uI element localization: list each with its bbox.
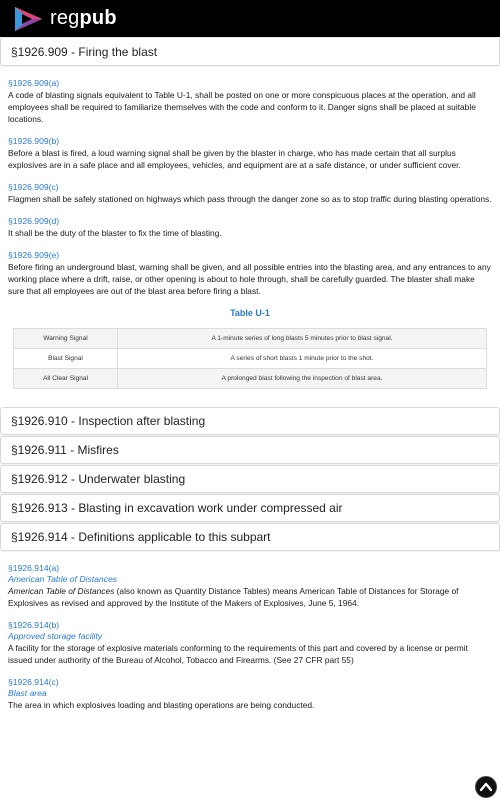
definition-term: American Table of Distances <box>8 574 118 584</box>
paragraph-text: Before firing an underground blast, warning shall be given, and all possible entries into the blasting area, and any entrances to any working place where a drift, raise, or other opening is about to hole through, shall be carefully guarded. The blaster shall make sure that all employees are out of the blast area before firing a blast. <box>8 262 491 296</box>
paragraph-id-link[interactable]: §1926.914(b) <box>8 620 60 630</box>
section-header-1926-914[interactable] <box>0 523 500 551</box>
table-cell-signal: Blast Signal <box>14 349 118 369</box>
section-title: §1926.909 - Firing the blast <box>11 44 158 59</box>
section-header-1926-910[interactable] <box>0 407 500 435</box>
paragraph <box>8 78 492 125</box>
table-cell-description: A 1-minute series of long blasts 5 minutes prior to blast signal. <box>118 329 487 349</box>
logo-text-light: reg <box>50 7 80 29</box>
regpub-logo-icon <box>12 5 46 33</box>
logo-text-bold: pub <box>79 7 117 29</box>
table-cell-description: A prolonged blast following the inspection of blast area. <box>118 369 487 389</box>
paragraph-id-link[interactable]: §1926.909(d) <box>8 216 60 226</box>
chevron-up-icon <box>479 780 493 794</box>
table-row <box>14 369 487 389</box>
paragraph-text: It shall be the duty of the blaster to fix the time of blasting. <box>8 228 222 238</box>
section-title: §1926.911 - Misfires <box>11 443 119 457</box>
table-title: Table U-1 <box>230 308 270 318</box>
section-title: §1926.913 - Blasting in excavation work under compressed air <box>11 501 343 515</box>
table-row <box>14 329 487 349</box>
paragraph <box>8 182 492 205</box>
scroll-to-top-button[interactable] <box>475 776 497 798</box>
app-logo-text <box>50 7 117 30</box>
definition-body: (also known as Quantity Distance Tables) means American Table of Distances for Storage of Explosives as revised and approved by the Institute of the Makers of Explosives, June 5, 1964. <box>8 586 459 608</box>
definition <box>8 563 492 609</box>
signal-table <box>13 328 487 389</box>
definition <box>8 620 492 666</box>
section-body-1926-909 <box>0 66 500 395</box>
definition-text: A facility for the storage of explosive materials conforming to the requirements of this part and covered by a license or permit issued under authority of the Bureau of Alcohol, Tobacco and Firearms. (See 27 CFR part 55) <box>8 643 468 665</box>
section-header-1926-913[interactable] <box>0 494 500 522</box>
paragraph-text: A code of blasting signals equivalent to Table U-1, shall be posted on one or more conspicuous places at the operation, and all employees shall be required to familiarize themselves with the code and conform to it. Danger signs shall be placed at suitable locations. <box>8 90 476 124</box>
paragraph <box>8 250 492 297</box>
top-app-bar <box>0 0 500 37</box>
definition-text <box>8 585 492 609</box>
paragraph <box>8 216 492 239</box>
paragraph-id-link[interactable]: §1926.914(a) <box>8 563 60 573</box>
section-title: §1926.912 - Underwater blasting <box>11 472 186 486</box>
paragraph <box>8 136 492 171</box>
paragraph-id-link[interactable]: §1926.909(a) <box>8 78 60 88</box>
paragraph-id-link[interactable]: §1926.909(b) <box>8 136 60 146</box>
paragraph-id-link[interactable]: §1926.909(e) <box>8 250 60 260</box>
definition-inline-term: American Table of Distances <box>8 586 115 596</box>
section-body-1926-914 <box>0 551 500 711</box>
paragraph-id-link[interactable]: §1926.909(c) <box>8 182 59 192</box>
table-cell-signal: All Clear Signal <box>14 369 118 389</box>
definition-text: The area in which explosives loading and blasting operations are being conducted. <box>8 700 315 710</box>
paragraph-text: Flagmen shall be safely stationed on highways which pass through the danger zone so as to stop traffic during blasting operations. <box>8 194 492 204</box>
section-title: §1926.914 - Definitions applicable to this subpart <box>11 530 271 544</box>
section-header-1926-912[interactable] <box>0 465 500 493</box>
section-header-1926-909[interactable] <box>0 37 500 66</box>
section-title: §1926.910 - Inspection after blasting <box>11 414 206 428</box>
paragraph-id-link[interactable]: §1926.914(c) <box>8 677 59 687</box>
section-list <box>0 407 500 551</box>
main-content <box>0 37 500 800</box>
definition <box>8 677 492 711</box>
definition-term: Blast area <box>8 688 47 698</box>
table-cell-description: A series of short blasts 1 minute prior to the shot. <box>118 349 487 369</box>
section-header-1926-911[interactable] <box>0 436 500 464</box>
table-cell-signal: Warning Signal <box>14 329 118 349</box>
table-row <box>14 349 487 369</box>
definition-term: Approved storage facility <box>8 631 103 641</box>
paragraph-text: Before a blast is fired, a loud warning signal shall be given by the blaster in charge, who has made certain that all surplus explosives are in a safe place and all employees, vehicles, and equipment are at a safe distance, or under sufficient cover. <box>8 148 461 170</box>
